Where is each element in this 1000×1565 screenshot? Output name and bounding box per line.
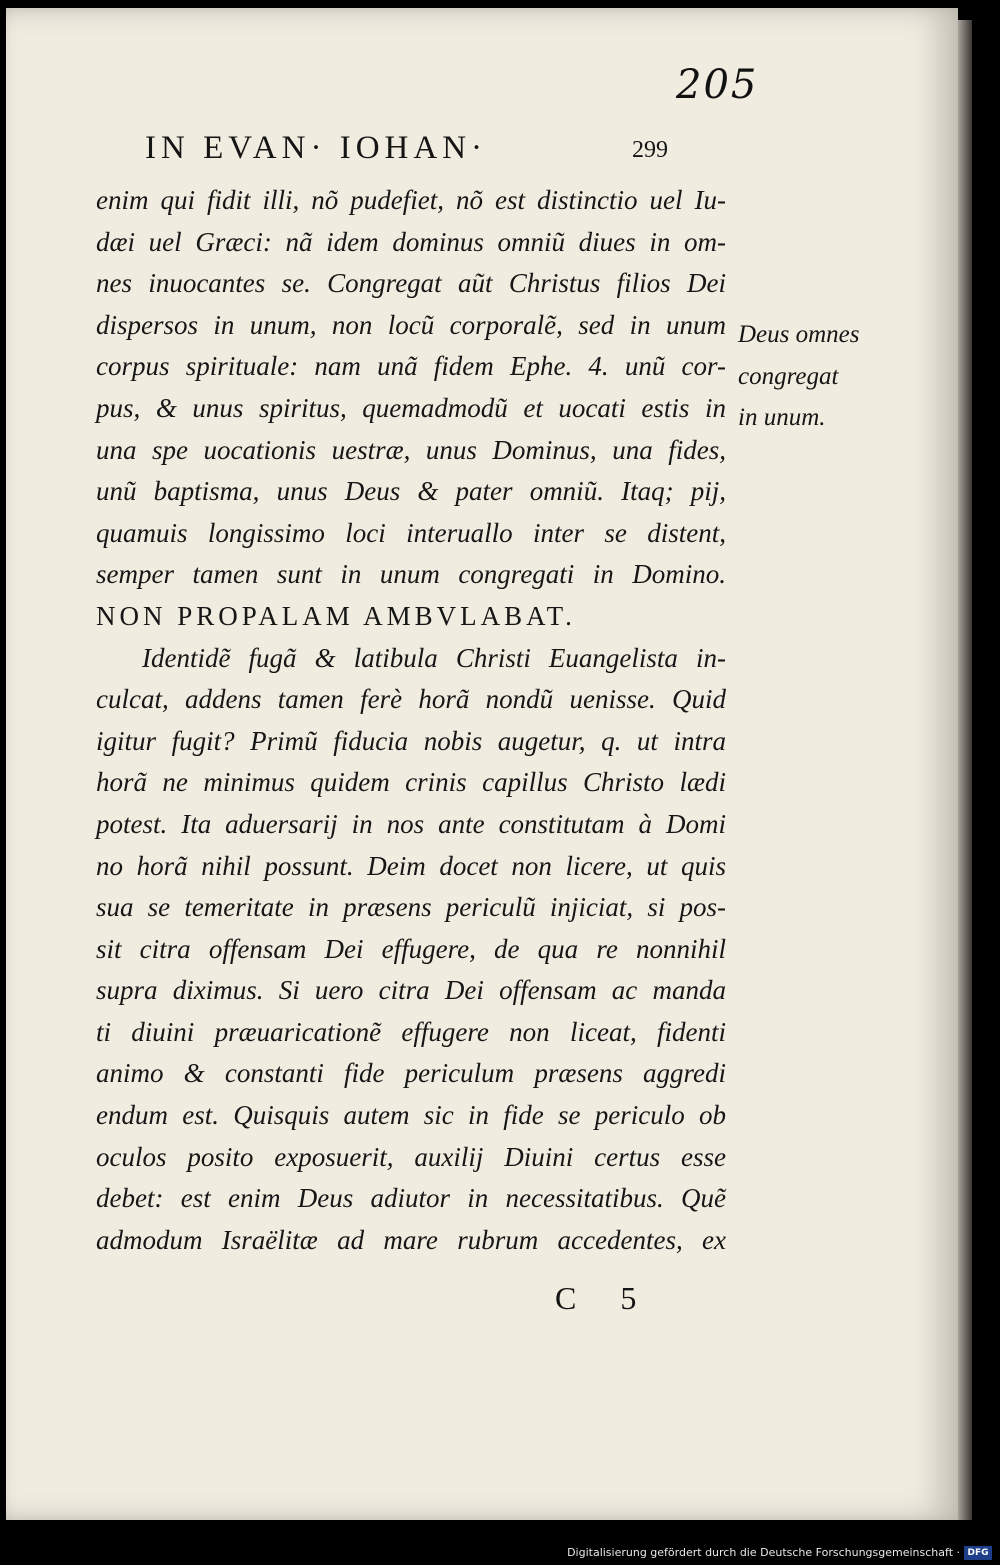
page-edge [958, 20, 972, 1520]
folio-number: 299 [632, 137, 668, 163]
body-line: quamuis longissimo loci interuallo inter se distent, [96, 517, 726, 548]
margin-note-line: Deus omnes [738, 321, 860, 348]
body-line: unũ baptisma, unus Deus & pater omniũ. Itaq; pij, [96, 476, 726, 507]
funding-credit: Digitalisierung gefördert durch die Deutsche Forschungsgemeinschaft · [567, 1546, 960, 1559]
dfg-logo: DFG [964, 1546, 992, 1560]
body-line: una spe uocationis uestræ, unus Dominus, una fides, [96, 434, 726, 465]
body-line: dæi uel Græci: nã idem dominus omniũ diues in om- [96, 226, 726, 257]
body-line: culcat, addens tamen ferè horã nondũ uenisse. Quid [96, 684, 726, 715]
body-line: semper tamen sunt in unum congregati in Domino. [96, 559, 726, 590]
body-line: endum est. Quisquis autem sic in fide se periculo ob [96, 1100, 726, 1131]
body-line: debet: est enim Deus adiutor in necessitatibus. Quẽ [96, 1183, 726, 1214]
body-line: admodum Israëlitæ ad mare rubrum accedentes, ex [96, 1224, 726, 1255]
body-text [96, 180, 726, 1261]
margin-note-line: congregat [738, 362, 839, 390]
margin-note-line: in unum. [738, 404, 826, 432]
section-heading: NON PROPALAM AMBVLABAT. [96, 600, 576, 631]
body-line: horã ne minimus quidem crinis capillus Christo lædi [96, 767, 726, 798]
signature-mark: C 5 [555, 1280, 655, 1316]
body-line: igitur fugit? Primũ fiducia nobis augetur, q. ut intra [96, 725, 726, 756]
body-line: sit citra offensam Dei effugere, de qua re nonnihil [96, 933, 726, 964]
body-line: Identidẽ fugã & latibula Christi Euangelista in- [142, 642, 726, 673]
body-line: ti diuini præuaricationẽ effugere non liceat, fidenti [96, 1016, 726, 1047]
body-line: corpus spirituale: nam unã fidem Ephe. 4. unũ cor- [96, 351, 726, 382]
body-line: supra diximus. Si uero citra Dei offensam ac manda [96, 975, 726, 1006]
body-line: oculos posito exposuerit, auxilij Diuini certus esse [96, 1141, 726, 1172]
body-line: dispersos in unum, non locũ corporalẽ, sed in unum [96, 309, 726, 340]
margin-note [738, 314, 888, 439]
running-head: IN EVAN· IOHAN· [145, 130, 488, 166]
body-line: pus, & unus spiritus, quemadmodũ et uocati estis in [96, 392, 726, 423]
body-line: sua se temeritate in præsens periculũ injiciat, si pos- [96, 892, 726, 923]
body-line: nes inuocantes se. Congregat aũt Christus filios Dei [96, 268, 726, 299]
body-line: enim qui fidit illi, nõ pudefiet, nõ est distinctio uel Iu- [96, 185, 726, 215]
handwritten-page-number: 205 [676, 62, 759, 108]
body-line: potest. Ita aduersarij in nos ante constitutam à Domi [96, 808, 726, 839]
body-line: animo & constanti fide periculum præsens aggredi [96, 1058, 726, 1089]
body-line: no horã nihil possunt. Deim docet non licere, ut quis [96, 850, 726, 881]
